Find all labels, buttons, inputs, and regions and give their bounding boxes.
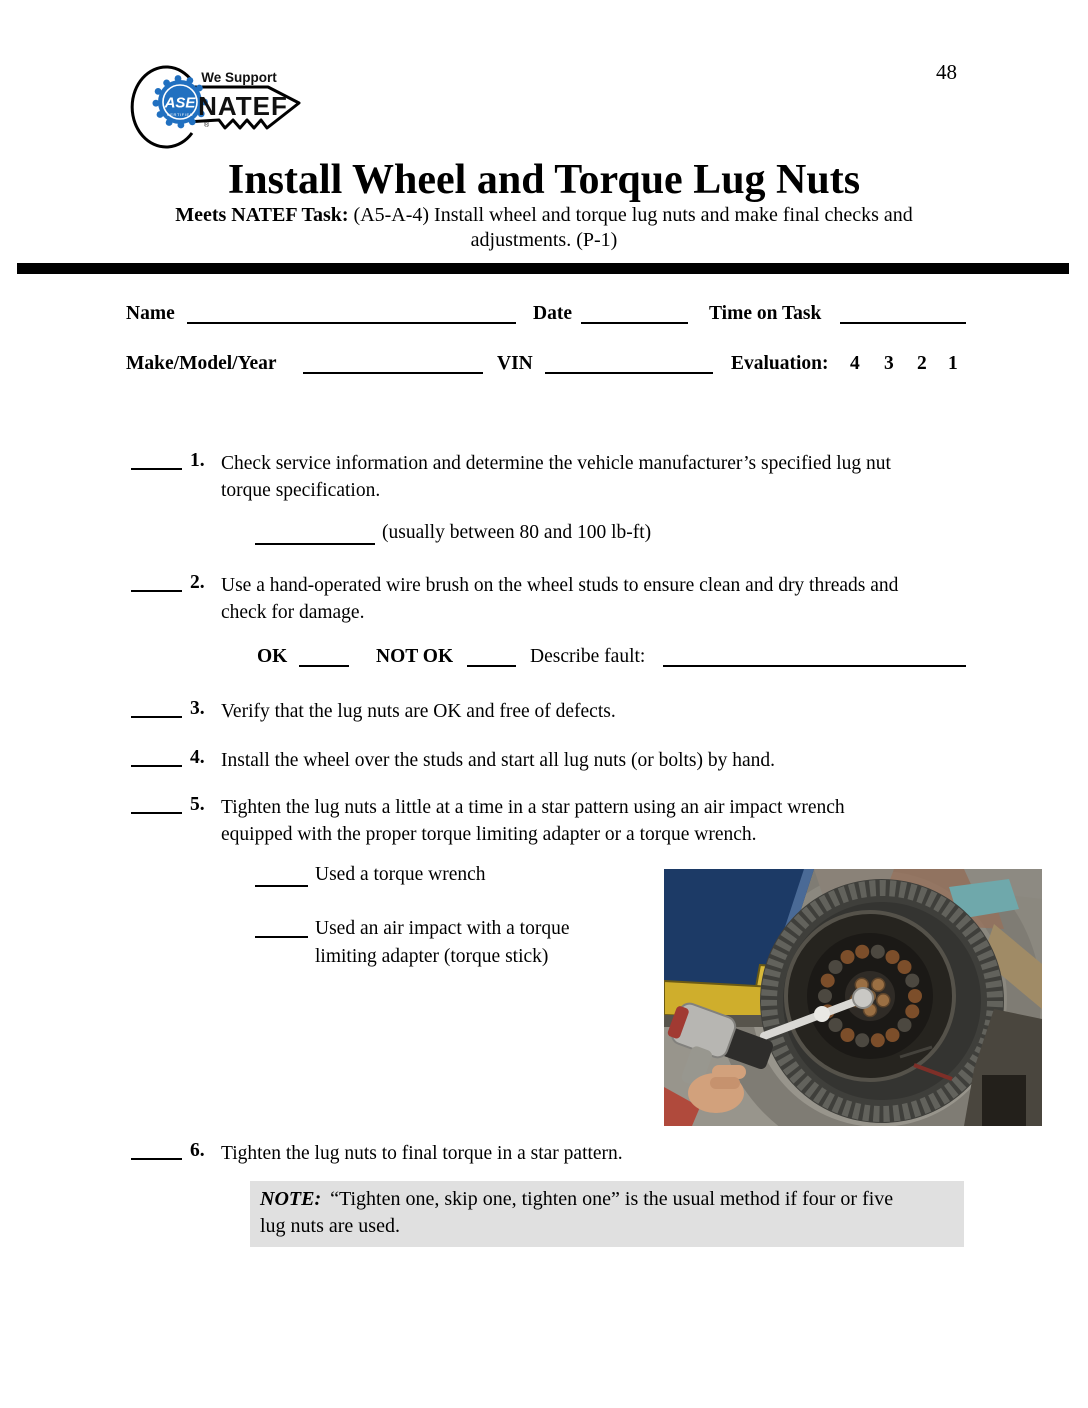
jack-stand — [982, 1075, 1026, 1126]
describe-fault-blank — [663, 646, 966, 667]
task-line-2: adjustments. (P-1) — [470, 229, 618, 251]
time-on-task-label: Time on Task — [709, 303, 822, 324]
vin-field-blank — [545, 353, 713, 374]
step-1-text: Check service information and determine the vehicle manufacturer’s specified lug nut torque specification. — [221, 453, 891, 501]
key-icon — [126, 55, 308, 153]
step-5-text: Tighten the lug nuts a little at a time in a star pattern using an air impact wrench equipped with the proper torque limiting adapter or a torque wrench. — [221, 797, 845, 845]
evaluation-score-3: 3 — [884, 353, 894, 374]
option-air-impact-label: Used an air impact with a torque limiting adapter (torque stick) — [315, 918, 570, 967]
not-ok-blank — [467, 646, 516, 667]
step-2-blank — [131, 576, 182, 592]
task-line-1: Meets NATEF Task: (A5-A-4) Install wheel and torque lug nuts and make final checks and — [175, 204, 913, 226]
name-label: Name — [126, 303, 175, 324]
registered-mark: ® — [204, 122, 210, 129]
step-4-number: 4. — [190, 747, 205, 768]
step-6-blank — [131, 1144, 182, 1160]
step-5-number: 5. — [190, 794, 205, 815]
vin-label: VIN — [497, 353, 533, 374]
step-5-blank — [131, 798, 182, 814]
step-4-blank — [131, 751, 182, 767]
note-label: NOTE: — [260, 1188, 322, 1210]
make-model-year-blank — [303, 353, 483, 374]
we-support-text: We Support — [201, 70, 277, 85]
step-2-number: 2. — [190, 572, 205, 593]
page-title: Install Wheel and Torque Lug Nuts — [227, 157, 861, 203]
evaluation-score-4: 4 — [850, 353, 860, 374]
ase-text: ASE — [164, 94, 196, 112]
step-1-blank — [131, 454, 182, 470]
step-6-number: 6. — [190, 1140, 205, 1161]
option-torque-wrench-blank — [255, 866, 308, 887]
natef-logo — [126, 55, 308, 153]
step-2-text: Use a hand-operated wire brush on the wheel studs to ensure clean and dry threads and check for damage. — [221, 575, 899, 623]
describe-fault-label: Describe fault: — [530, 646, 646, 667]
ok-label: OK — [257, 646, 288, 667]
step-3-number: 3. — [190, 698, 205, 719]
date-label: Date — [533, 303, 572, 324]
step-3-text: Verify that the lug nuts are OK and free of defects. — [221, 701, 616, 722]
evaluation-score-2: 2 — [917, 353, 927, 374]
step-1-number: 1. — [190, 450, 205, 471]
evaluation-score-1: 1 — [948, 353, 958, 374]
make-model-year-label: Make/Model/Year — [126, 353, 277, 374]
torque-spec-blank — [255, 524, 375, 545]
note-line-1: NOTE: “Tighten one, skip one, tighten one” is the usual method if four or five — [260, 1188, 894, 1210]
ase-certified-text: CERTIFIED — [166, 112, 194, 117]
evaluation-label: Evaluation: — [731, 353, 829, 374]
task-label: Meets NATEF Task: — [175, 204, 349, 226]
step-4-text: Install the wheel over the studs and start all lug nuts (or bolts) by hand. — [221, 750, 776, 771]
option-air-impact-blank — [255, 917, 308, 938]
step-3-blank — [131, 702, 182, 718]
section-divider — [17, 263, 1069, 274]
page-number: 48 — [936, 60, 957, 84]
option-torque-wrench-label: Used a torque wrench — [315, 864, 486, 885]
date-field-blank — [581, 303, 688, 324]
task-photo — [664, 869, 1042, 1126]
natef-text: NATEF — [198, 91, 288, 121]
not-ok-label: NOT OK — [376, 646, 454, 667]
ok-blank — [299, 646, 349, 667]
name-field-blank — [187, 303, 516, 324]
step-6-text: Tighten the lug nuts to final torque in a star pattern. — [221, 1143, 623, 1164]
note-line-2: lug nuts are used. — [260, 1215, 400, 1237]
note-box — [250, 1181, 964, 1247]
time-field-blank — [840, 303, 966, 324]
natef-task-line — [0, 203, 1088, 253]
torque-spec-hint: (usually between 80 and 100 lb-ft) — [382, 522, 652, 543]
